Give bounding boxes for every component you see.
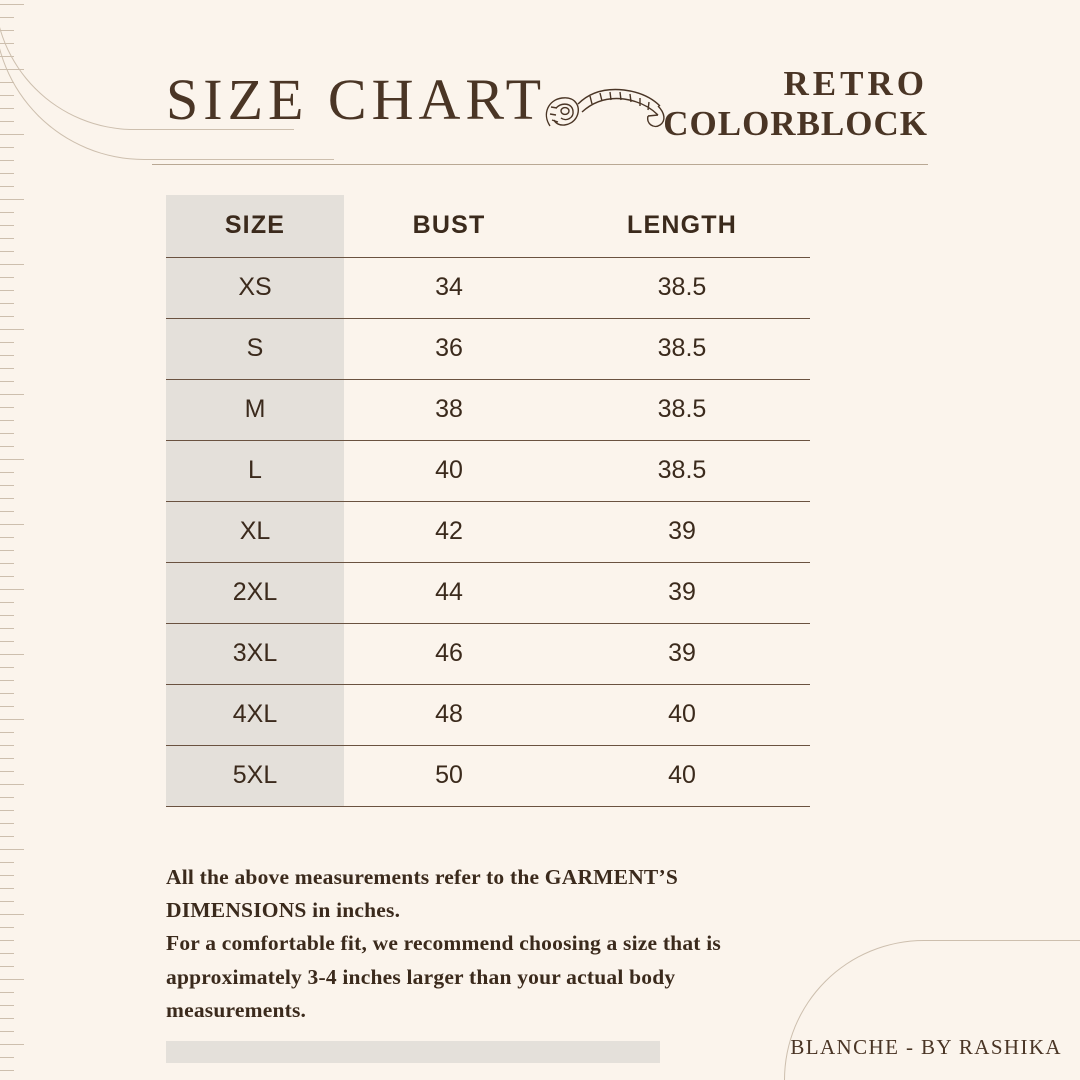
cell-size: 2XL xyxy=(166,562,344,623)
cell-length: 39 xyxy=(554,562,810,623)
cell-length: 38.5 xyxy=(554,379,810,440)
table-row xyxy=(166,623,810,684)
bottom-accent-bar xyxy=(166,1041,660,1063)
cell-bust: 38 xyxy=(344,379,554,440)
cell-size: L xyxy=(166,440,344,501)
cell-size: 5XL xyxy=(166,745,344,806)
cell-length: 38.5 xyxy=(554,440,810,501)
size-table-head xyxy=(166,195,810,257)
table-row xyxy=(166,501,810,562)
size-table-body xyxy=(166,257,810,806)
size-table xyxy=(166,195,810,807)
cell-length: 38.5 xyxy=(554,318,810,379)
cell-length: 40 xyxy=(554,684,810,745)
cell-size: 4XL xyxy=(166,684,344,745)
collection-name-line1: RETRO xyxy=(783,64,928,103)
note-line: measurements. xyxy=(166,997,307,1022)
table-header-row xyxy=(166,195,810,257)
cell-bust: 40 xyxy=(344,440,554,501)
cell-length: 40 xyxy=(554,745,810,806)
cell-bust: 36 xyxy=(344,318,554,379)
table-row xyxy=(166,318,810,379)
column-header-bust: BUST xyxy=(344,195,554,257)
cell-bust: 50 xyxy=(344,745,554,806)
note-line: All the above measurements refer to the GARMENT’S xyxy=(166,865,678,889)
footer-brand: BLANCHE - BY RASHIKA xyxy=(790,1035,1062,1059)
page-title: SIZE CHART xyxy=(166,67,547,132)
table-row xyxy=(166,684,810,745)
cell-size: XS xyxy=(166,257,344,318)
cell-bust: 44 xyxy=(344,562,554,623)
note-line: DIMENSIONS in inches. xyxy=(166,898,401,923)
table-row xyxy=(166,257,810,318)
cell-bust: 46 xyxy=(344,623,554,684)
cell-bust: 42 xyxy=(344,501,554,562)
table-row xyxy=(166,379,810,440)
column-header-length: LENGTH xyxy=(554,195,810,257)
header xyxy=(152,58,928,168)
measuring-tape-icon xyxy=(532,74,672,164)
note-line: For a comfortable fit, we recommend choosing a size that is xyxy=(166,931,721,956)
collection-name-line2: COLORBLOCK xyxy=(663,104,928,144)
measurement-notes xyxy=(166,862,926,1026)
header-divider xyxy=(152,164,928,165)
cell-size: S xyxy=(166,318,344,379)
collection-name xyxy=(663,64,928,145)
ruler-decoration xyxy=(0,0,26,1080)
table-row xyxy=(166,440,810,501)
table-row xyxy=(166,562,810,623)
cell-bust: 34 xyxy=(344,257,554,318)
size-table-container xyxy=(166,195,810,807)
note-line: approximately 3-4 inches larger than your actual body xyxy=(166,964,676,989)
cell-size: XL xyxy=(166,501,344,562)
cell-length: 39 xyxy=(554,623,810,684)
column-header-size: SIZE xyxy=(166,195,344,257)
cell-bust: 48 xyxy=(344,684,554,745)
cell-size: M xyxy=(166,379,344,440)
table-row xyxy=(166,745,810,806)
cell-size: 3XL xyxy=(166,623,344,684)
cell-length: 39 xyxy=(554,501,810,562)
cell-length: 38.5 xyxy=(554,257,810,318)
